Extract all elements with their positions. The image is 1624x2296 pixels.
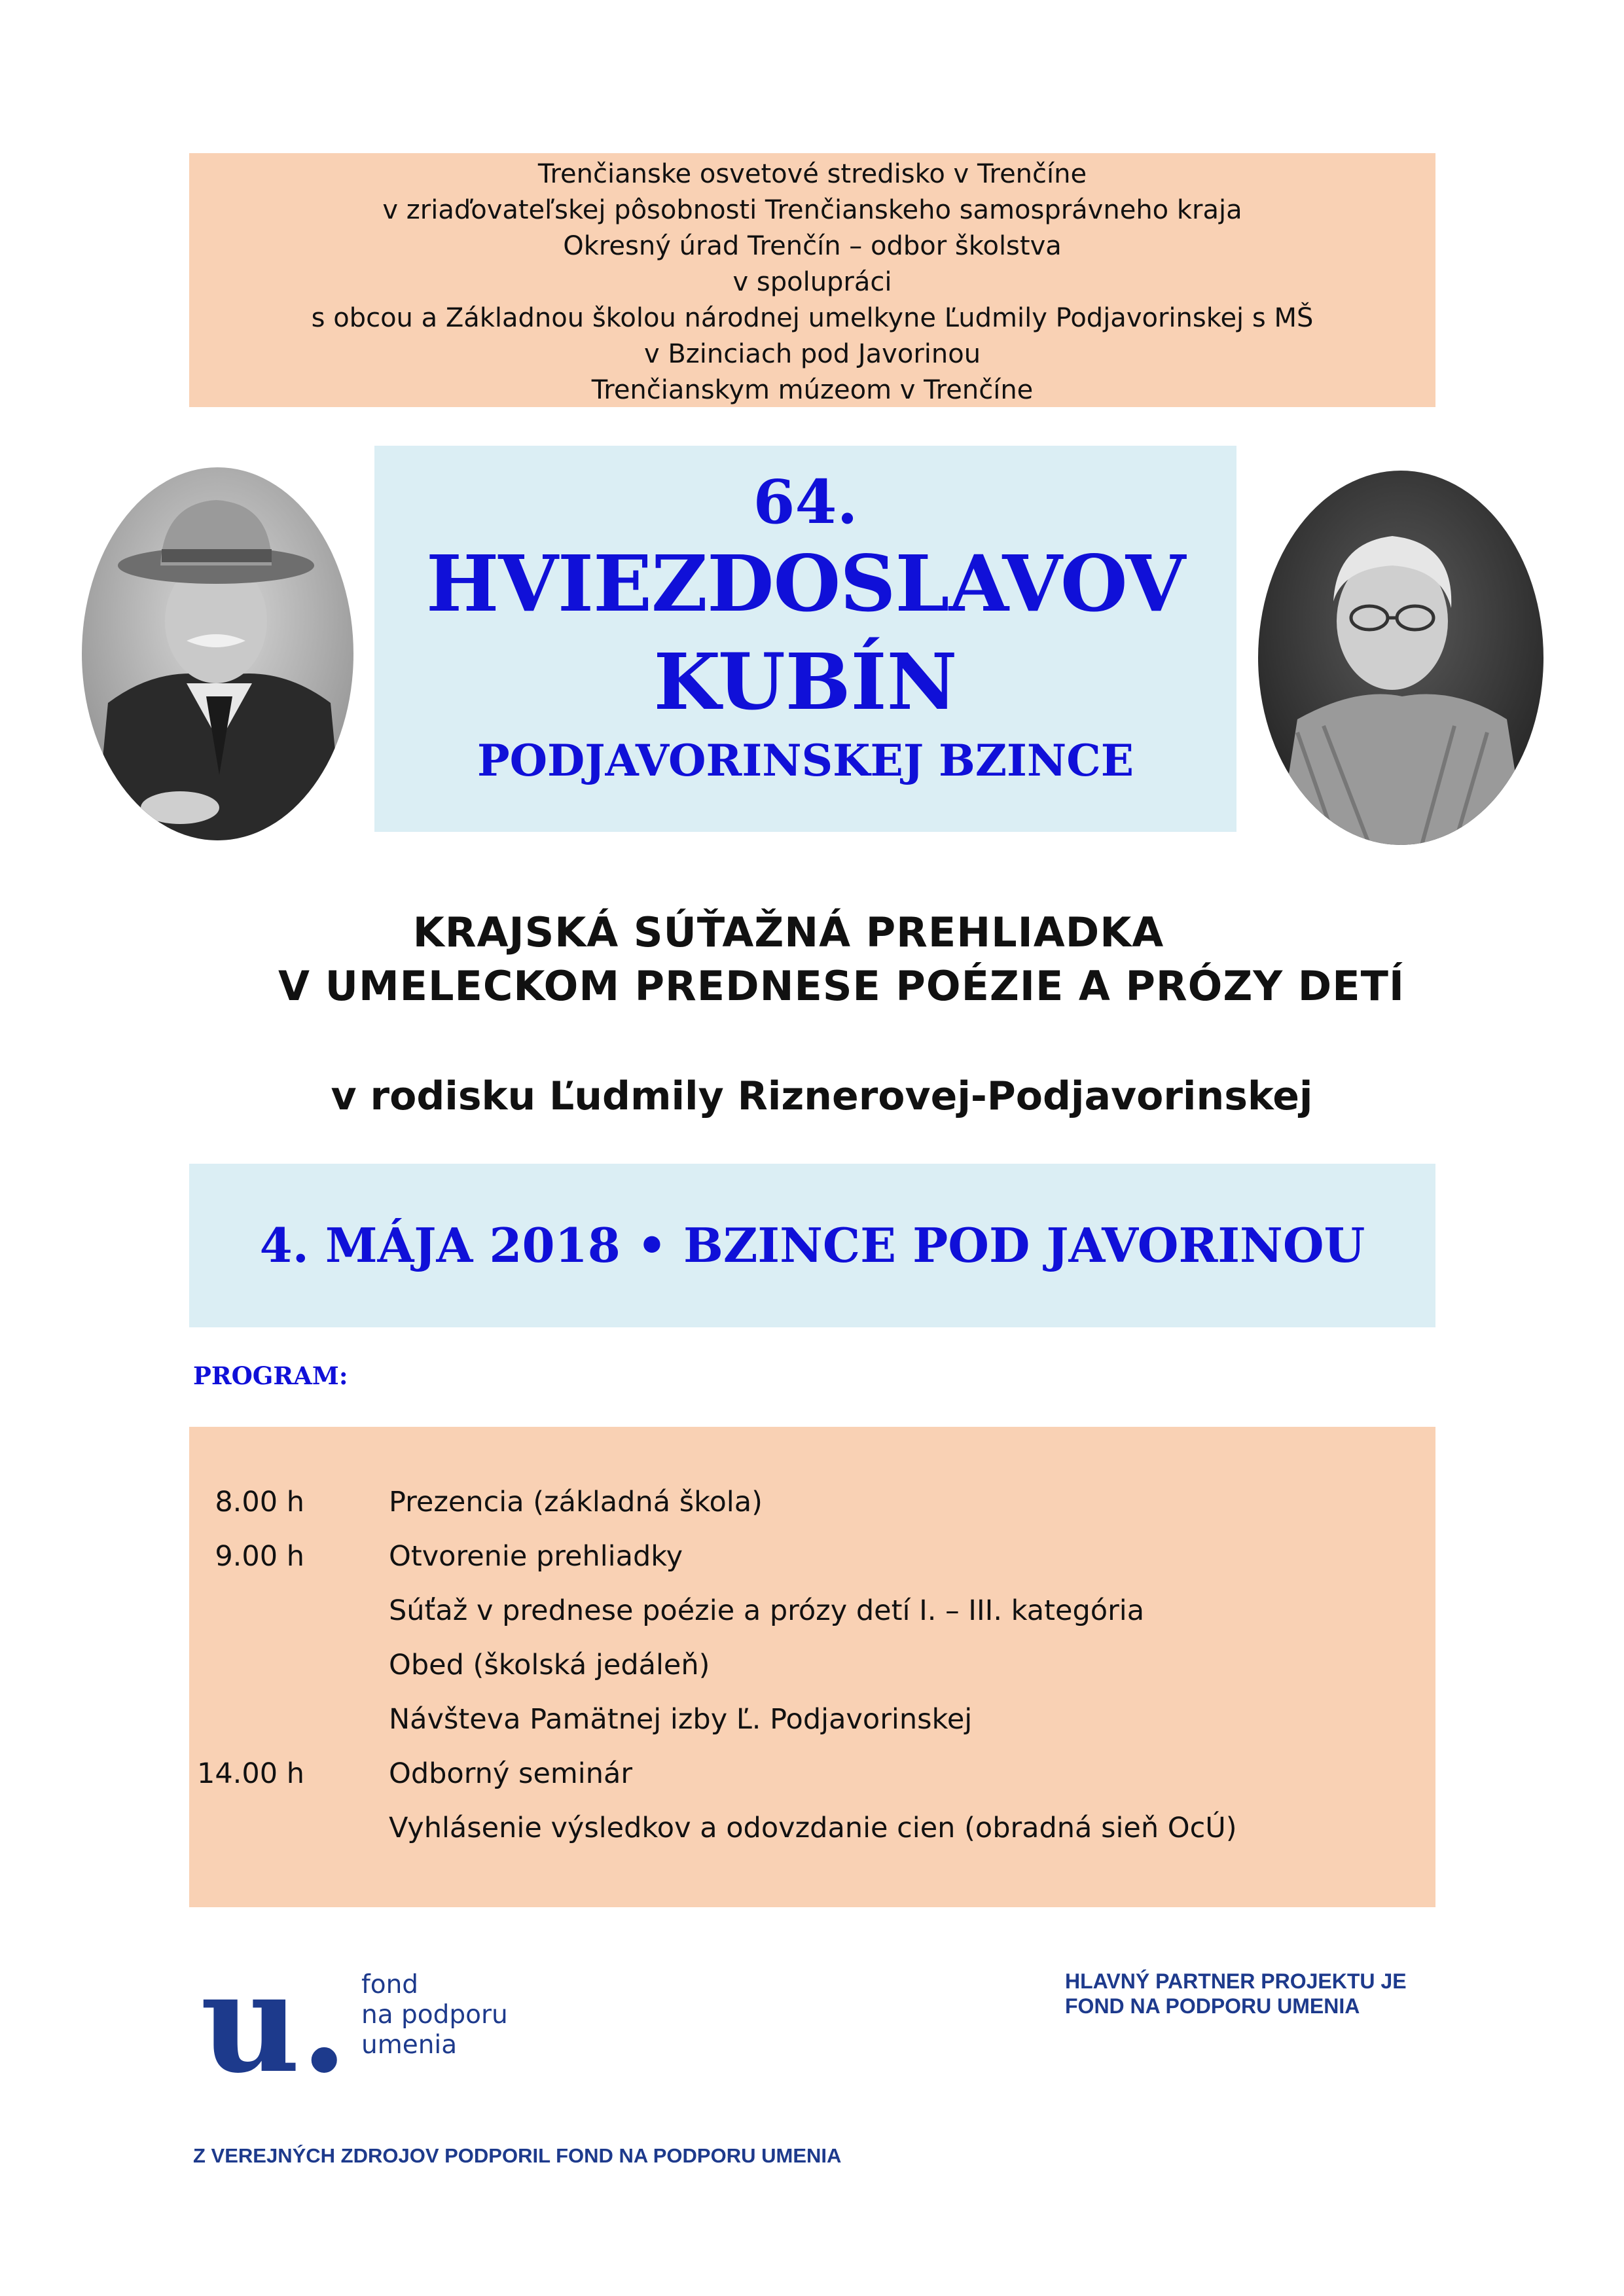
portrait-hviezdoslav bbox=[82, 467, 353, 840]
date-place-box bbox=[189, 1164, 1435, 1327]
logo-text bbox=[361, 1970, 508, 2060]
organizer-line: s obcou a Základnou školou národnej umelkyne Ľudmily Podjavorinskej s MŠ bbox=[311, 303, 1314, 333]
fpu-logo-icon bbox=[200, 1973, 343, 2077]
program-item bbox=[189, 1812, 1435, 1851]
program-description: Návšteva Pamätnej izby Ľ. Podjavorinskej bbox=[389, 1703, 973, 1736]
organizer-line: Trenčianskym múzeom v Trenčíne bbox=[591, 375, 1034, 405]
organizer-line: Okresný úrad Trenčín – odbor školstva bbox=[563, 231, 1062, 261]
program-item bbox=[189, 1540, 1435, 1579]
competition-title-line-1 bbox=[0, 908, 1624, 956]
program-heading: PROGRAM: bbox=[193, 1361, 348, 1390]
birthplace-line bbox=[0, 1073, 1624, 1119]
competition-title-line-2 bbox=[0, 962, 1624, 1010]
organizers-box bbox=[189, 153, 1435, 407]
edition-number: 64. bbox=[753, 467, 858, 537]
logo-mark-text: u. bbox=[200, 1973, 343, 2077]
organizer-line: v spolupráci bbox=[732, 267, 892, 297]
program-item bbox=[189, 1703, 1435, 1742]
event-subtitle: PODJAVORINSKEJ BZINCE bbox=[477, 735, 1134, 786]
main-partner-note bbox=[1065, 1969, 1407, 2018]
program-description: Vyhlásenie výsledkov a odovzdanie cien (obradná sieň OcÚ) bbox=[389, 1812, 1237, 1844]
program-time: 9.00 h bbox=[215, 1540, 304, 1573]
logo-text-line: na podporu bbox=[361, 2000, 508, 2030]
birthplace-text: v rodisku Ľudmily Riznerovej-Podjavorinskej bbox=[331, 1073, 1313, 1119]
program-item bbox=[189, 1757, 1435, 1797]
program-item bbox=[189, 1649, 1435, 1688]
program-description: Otvorenie prehliadky bbox=[389, 1540, 683, 1573]
partner-line: FOND NA PODPORU UMENIA bbox=[1065, 1994, 1360, 2018]
partner-line: HLAVNÝ PARTNER PROJEKTU JE bbox=[1065, 1969, 1407, 1993]
event-title-line-2: KUBÍN bbox=[653, 636, 958, 727]
program-description: Odborný seminár bbox=[389, 1757, 633, 1790]
program-description: Prezencia (základná škola) bbox=[389, 1486, 763, 1518]
program-item bbox=[189, 1486, 1435, 1525]
organizer-line: Trenčianske osvetové stredisko v Trenčíne bbox=[537, 159, 1087, 189]
logo-text-line: fond bbox=[361, 1970, 419, 2000]
program-time: 8.00 h bbox=[215, 1486, 304, 1518]
competition-title-text: V UMELECKOM PREDNESE POÉZIE A PRÓZY DETÍ bbox=[278, 962, 1405, 1010]
portrait-podjavorinska bbox=[1258, 471, 1543, 845]
program-item bbox=[189, 1594, 1435, 1634]
logo-text-line: umenia bbox=[361, 2030, 458, 2060]
event-title-line-1: HVIEZDOSLAVOV bbox=[425, 538, 1185, 629]
competition-title-text: KRAJSKÁ SÚŤAŽNÁ PREHLIADKA bbox=[412, 908, 1164, 956]
program-box bbox=[189, 1427, 1435, 1907]
organizer-line: v zriaďovateľskej pôsobnosti Trenčianskeho samosprávneho kraja bbox=[382, 195, 1242, 225]
organizer-line: v Bzinciach pod Javorinou bbox=[643, 339, 981, 369]
program-time: 14.00 h bbox=[196, 1757, 304, 1790]
program-description: Súťaž v prednese poézie a prózy detí I. – III. kategória bbox=[389, 1594, 1145, 1627]
date-place-text: 4. MÁJA 2018 • BZINCE POD JAVORINOU bbox=[259, 1217, 1365, 1273]
event-title-box bbox=[374, 446, 1236, 832]
program-description: Obed (školská jedáleň) bbox=[389, 1649, 710, 1681]
funding-footer: Z VEREJNÝCH ZDROJOV PODPORIL FOND NA PODPORU UMENIA bbox=[193, 2144, 842, 2167]
